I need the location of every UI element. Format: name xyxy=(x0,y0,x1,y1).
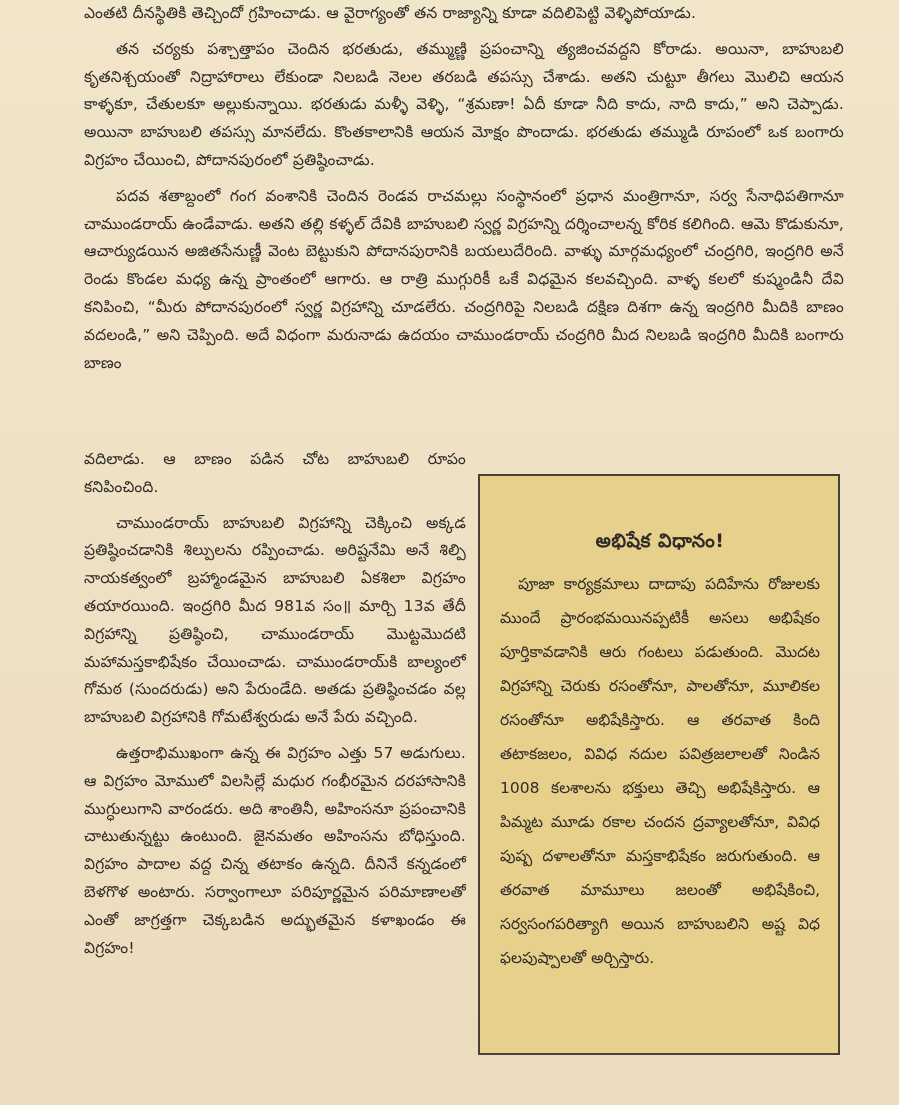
sidebar-box xyxy=(478,474,840,1055)
article-top-block xyxy=(84,0,844,377)
article-paragraph: పదవ శతాబ్దంలో గంగ వంశానికి చెందిన రెండవ రాచమల్లు సంస్థానంలో ప్రధాన మంత్రిగానూ, సర్వ సేనాధిపతిగానూ చాముండరాయ్ ఉండేవాడు. అతని తల్లి కళ్ళల్ దేవికి బాహుబలి స్వర్ణ విగ్రహన్ని దర్శించాలన్న కోరిక కలిగింది. ఆమె కొడుకునూ, ఆచార్యుడయిన అజితసేనుణ్ణీ వెంట బెట్టుకుని పోదానపురానికి బయలుదేరింది. వాళ్ళు మార్గమధ్యంలో చంద్రగిరి, ఇంద్రగిరి అనే రెండు కొండల మధ్య ఉన్న ప్రాంతంలో ఆగారు. ఆ రాత్రి ముగ్గురికీ ఒకే విధమైన కలవచ్చింది. వాళ్ళ కలలో కుష్మండినీ దేవి కనిపించి, “మీరు పోదానపురంలో స్వర్ణ విగ్రహాన్ని చూడలేరు. చంద్రగిరిపై నిలబడి దక్షిణ దిశగా ఉన్న ఇంద్రగిరి మీదికి బాణం వదలండి,” అని చెప్పింది. అదే విధంగా మరునాడు ఉదయం చాముండరాయ్ చంద్రగిరి మీద నిలబడి ఇంద్రగిరి మీదికి బంగారు బాణం xyxy=(84,186,844,372)
article-left-column xyxy=(84,446,466,962)
article-paragraph: చాముండరాయ్ బాహుబలి విగ్రహాన్ని చెక్కించి అక్కడ ప్రతిష్ఠించడానికి శిల్పులను రప్పించాడు. అరిష్టనేమి అనే శిల్పి నాయకత్వంలో బ్రహ్మాండమైన బాహుబలి ఏకశిలా విగ్రహం తయారయింది. ఇంద్రగిరి మీద 981వ సం॥ మార్చి 13వ తేదీ విగ్రహాన్ని ప్రతిష్ఠించి, చాముండరాయ్ మొట్టమొదటి మహామస్తకాభిషేకం చేయించాడు. చాముండరాయ్‌కి బాల్యంలో గోమఠ (సుందరుడు) అని పేరుండేది. అతడు ప్రతిష్ఠించడం వల్ల బాహుబలి విగ్రహానికి గోమటేశ్వరుడు అనే పేరు వచ్చింది. xyxy=(84,513,466,727)
sidebar-body: పూజా కార్యక్రమాలు దాదాపు పదిహేను రోజులకు ముందే ప్రారంభమయినప్పటికీ అసలు అభిషేకం పూర్తికావడానికి ఆరు గంటలు పడుతుంది. మొదట విగ్రహాన్ని చెరుకు రసంతోనూ, పాలతోనూ, మూలికల రసంతోనూ అభిషేకిస్తారు. ఆ తరవాత కింది తటాకజలం, వివిధ నదుల పవిత్రజలాలతో నిండిన 1008 కలశాలను భక్తులు తెచ్చి అభిషేకిస్తారు. ఆ పిమ్మట మూడు రకాల చందన ద్రవ్యాలతోనూ, వివిధ పుష్ప దళాలతోనూ మస్తకాభిషేకం జరుగుతుంది. ఆ తరవాత మామూలు జలంతో అభిషేకించి, సర్వసంగపరిత్యాగి అయిన బాహుబలిని అష్ట విధ ఫలపుష్పాలతో అర్చిస్తారు. xyxy=(500,575,820,967)
article-paragraph: ఉత్తరాభిముఖంగా ఉన్న ఈ విగ్రహం ఎత్తు 57 అడుగులు. ఆ విగ్రహం మోములో విలసిల్లే మధుర గంభీరమైన దరహాసానికి ముగ్ధులుగాని వారండరు. అది శాంతినీ, అహింసనూ ప్రపంచానికి చాటుతున్నట్టు ఉంటుంది. జైనమతం అహింసను బోధిస్తుంది. విగ్రహం పాదాల వద్ద చిన్న తటాకం ఉన్నది. దీనినే కన్నడంలో బెళగొళ అంటారు. సర్వాంగాలూ పరిపూర్ణమైన పరిమాణాలతో ఎంతో జాగ్రత్తగా చెక్కబడిన అద్భుతమైన కళాఖండం ఈ విగ్రహం! xyxy=(84,743,466,957)
article-paragraph: తన చర్యకు పశ్చాత్తాపం చెందిన భరతుడు, తమ్ముణ్ణి ప్రపంచాన్ని త్యజించవద్దని కోరాడు. అయినా, బాహుబలి కృతనిశ్చయంతో నిద్రాహారాలు లేకుండా నిలబడి నెలల తరబడి తపస్సు చేశాడు. అతని చుట్టూ తీగలు మొలిచి ఆయన కాళ్ళకూ, చేతులకూ అల్లుకున్నాయి. భరతుడు మళ్ళీ వెళ్ళి, “శ్రమణా! ఏదీ కూడా నీది కాదు, నాది కాదు,” అని చెప్పాడు. అయినా బాహుబలి తపస్సు మానలేదు. కొంతకాలానికి ఆయన మోక్షం పొందాడు. భరతుడు తమ్ముడి రూపంలో ఒక బంగారు విగ్రహం చేయించి, పోదానపురంలో ప్రతిష్ఠించాడు. xyxy=(84,39,844,169)
sidebar-title: అభిషేక విధానం! xyxy=(595,530,725,552)
article-paragraph: ఎంతటి దీనస్థితికి తెచ్చిందో గ్రహించాడు. ఆ వైరాగ్యంతో తన రాజ్యాన్ని కూడా వదిలిపెట్టి వెళ్ళిపోయాడు. xyxy=(84,4,697,22)
article-paragraph: వదిలాడు. ఆ బాణం పడిన చోట బాహుబలి రూపం కనిపించింది. xyxy=(84,450,466,496)
